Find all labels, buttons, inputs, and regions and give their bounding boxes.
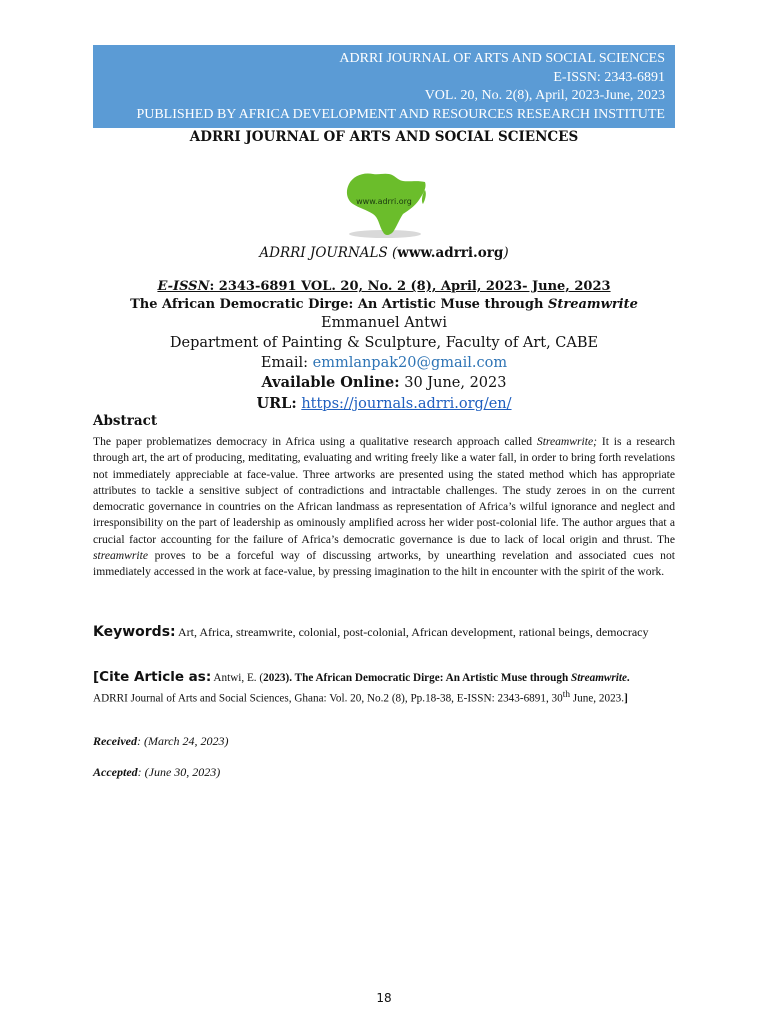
journal-heading: ADRRI JOURNAL OF ARTS AND SOCIAL SCIENCES (189, 129, 579, 145)
adrri-close: ) (503, 245, 509, 261)
cite-title-end: . (626, 672, 630, 684)
cite-title-italic: Streamwrite (570, 672, 627, 684)
available-online (93, 374, 675, 391)
abstract-body (93, 434, 675, 580)
article-title-main: The African Democratic Dirge: An Artistic Muse through (130, 297, 548, 312)
banner-issn: E-ISSN: 2343-6891 (553, 69, 665, 85)
page-number: 18 (376, 991, 392, 1005)
url-link[interactable]: https://journals.adrri.org/en/ (301, 396, 512, 412)
cite-author: Antwi, E. ( (211, 672, 264, 684)
article-title-italic: Streamwrite (547, 297, 638, 312)
available-date: 30 June, 2023 (399, 375, 507, 391)
banner-publisher: PUBLISHED BY AFRICA DEVELOPMENT AND RESOURCES RESEARCH INSTITUTE (136, 106, 665, 122)
abstract-part-1: The paper problematizes democracy in Africa using a qualitative research approach called (93, 435, 537, 448)
banner-journal-title: ADRRI JOURNAL OF ARTS AND SOCIAL SCIENCES (339, 51, 665, 66)
africa-map-logo (339, 170, 431, 240)
author-name: Emmanuel Antwi (321, 315, 447, 331)
cite-sup: th (562, 690, 570, 700)
url-label: URL: (256, 395, 297, 412)
abstract-italic-1: Streamwrite; (536, 435, 597, 448)
keywords-label: Keywords: (93, 624, 176, 640)
banner-volume: VOL. 20, No. 2(8), April, 2023-June, 2023 (424, 88, 665, 103)
abstract-part-3: proves to be a forceful way of discussing artworks, by unearthing revelation and associated cues not immediately accessed in the work at face-value, by pressing imagination to the hilt in encounter with the spirit of the work. (93, 548, 675, 578)
received-date (93, 734, 229, 749)
issn-line (93, 279, 675, 294)
email-label: Email: (260, 355, 313, 371)
cite-year: 2023 (263, 672, 286, 684)
article-url (93, 395, 675, 412)
accepted-date (93, 765, 220, 780)
keywords-text: Art, Africa, streamwrite, colonial, post-colonial, African development, rational beings, democracy (175, 625, 649, 639)
adrri-journals-line (93, 245, 675, 261)
adrri-site: www.adrri.org (397, 245, 504, 261)
author-department: Department of Painting & Sculpture, Faculty of Art, CABE (169, 335, 599, 351)
issn-label: E-ISSN (157, 279, 210, 294)
journal-banner (93, 45, 675, 128)
adrri-label: ADRRI JOURNALS ( (259, 245, 398, 261)
received-label: Received (93, 734, 137, 748)
cite-title: ). The African Democratic Dirge: An Artistic Muse through (285, 672, 571, 684)
abstract-heading: Abstract (93, 413, 158, 429)
citation (93, 669, 693, 708)
cite-source: ADRRI Journal of Arts and Social Sciences, Ghana: Vol. 20, No.2 (8), Pp.18-38, E-ISSN: 2343-6891, 30 (93, 692, 563, 705)
accepted-value: : (June 30, 2023) (137, 765, 221, 779)
article-title (93, 297, 675, 312)
issn-details: : 2343-6891 VOL. 20, No. 2 (8), April, 2023- June, 2023 (209, 279, 611, 294)
author-email (93, 355, 675, 371)
cite-end: June, 2023. (570, 692, 625, 705)
logo-text: www.adrri.org (356, 197, 412, 206)
email-link[interactable]: emmlanpak20@gmail.com (312, 355, 508, 371)
accepted-label: Accepted (93, 765, 138, 779)
abstract-part-2: It is a research through art, the art of producing, meditating, evaluating and writing freely like a water fall, in order to bring forth revelations not immediately appreciable at face-value. Three artworks are presented using the stated method which has appropriate attributes to tackle a sensitive subject of contradictions and intractable challenges. The study zeroes in on the current democratic governance in countries on the African landmass as representation of Africa’s wilful ignorance and neglect and irresponsibility on the part of leadership as ominously amplified across her wider post-colonial life. The author argues that a crucial factor accounting for the failure of Africa’s democratic governance is due to lack of local origin and thrust. The (93, 435, 675, 546)
received-value: : (March 24, 2023) (136, 734, 229, 748)
cite-close: ] (624, 692, 628, 705)
keywords (93, 624, 675, 641)
cite-label: [Cite Article as: (93, 669, 212, 685)
available-label: Available Online: (261, 374, 400, 391)
abstract-italic-2: streamwrite (93, 548, 148, 562)
